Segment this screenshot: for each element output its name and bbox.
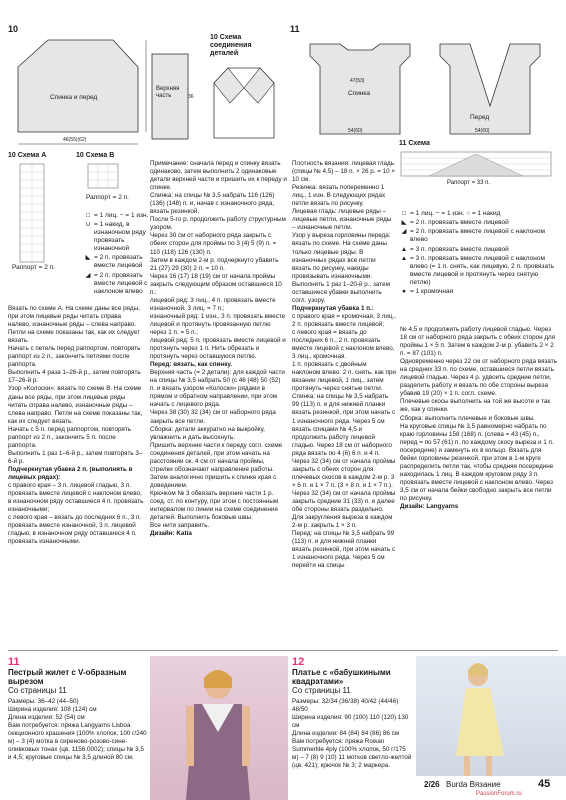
model-11-specs bbox=[8, 698, 148, 762]
paragraph: Дизайн: Langyarns bbox=[400, 503, 459, 511]
spec-line: Размеры: 36–42 (44–50) bbox=[8, 698, 79, 705]
scheme-11-label: 11 Схема bbox=[399, 140, 430, 147]
model-12-specs bbox=[292, 698, 412, 770]
model-11-number: 11 bbox=[8, 656, 20, 668]
spec-line: Длина изделия: 52 (54) см bbox=[8, 714, 85, 722]
legend-symbol: ◣ bbox=[401, 219, 407, 227]
scheme-10b-label: 10 Схема B bbox=[76, 152, 115, 159]
legend-row bbox=[82, 254, 152, 270]
divider bbox=[8, 650, 558, 651]
diagram-11-front-bot: 54(60) bbox=[475, 128, 490, 134]
paragraph: Все нити заправить. bbox=[150, 522, 210, 530]
column-4 bbox=[400, 326, 558, 511]
diagram-10-upper bbox=[150, 34, 198, 144]
paragraph: лицевой ряд: 5 п. провязать вместе лицевой и протянуть через 1 п. Нить обрезать и протянуть через оставшуюся петлю. bbox=[150, 337, 286, 361]
paragraph: Верхняя часть (= 2 детали): для каждой части на спицы № 3,5 набрать 50 (с 46 (48) 50 (52) п. и вязать узором «Колоски» рядами в прямом и обратном направлении, при этом начать с лицевого ряда. bbox=[150, 369, 285, 409]
paragraph: Плечевые скосы выполнить на той же высоте и так же, как у спинки. bbox=[400, 398, 551, 414]
diagram-10-part-back: Спинка и перед bbox=[50, 94, 98, 101]
spec-line: Вам потребуется: пряжа Langyarns Lisboa секционного крашения (100% хлопок, 100 г/240 м) – 3 (4) мотка в сиреново-розово-сине-оливковых тонах (цв. 1156.0002); спицы № 3,5 и 4,5; круговые спицы № 3,5 длиной 80 см. bbox=[8, 722, 147, 762]
legend-symbol: ◣ bbox=[85, 254, 91, 262]
legend-row bbox=[398, 255, 560, 287]
paragraph: На круговые спицы № 3,5 равномерно набрать по краю горловины 158 (168) п. (слева = 43 (45) п., перед = по 57 (61) п. по каждому скосу выреза и 1 п. посередине) и замкнуть их в кольцо. Вязать для бейки горловины резинкой, при этом в 1-м круге распределить петли так, чтобы средняя посередине находилась 1 лиц. В каждом круговом ряду 3 п. провязать вместе лицевой с наклоном влево. Через 3,5 см от начала бейки свободно закрыть все петли по рисунку. bbox=[400, 422, 554, 502]
footer-brand: Burda Вязание bbox=[446, 780, 501, 789]
column-1 bbox=[8, 305, 144, 546]
diagram-10-scheme-shape bbox=[208, 58, 280, 144]
legend-text: = 1 накид, в изнаночном ряду провязать изнаночной bbox=[94, 221, 146, 253]
diagram-11-label: 11 bbox=[290, 24, 300, 34]
spec-line: Длина изделия: 84 (84) 84 (86) 86 см bbox=[292, 730, 400, 738]
legend-row bbox=[398, 219, 560, 227]
legend-text: = 1 лиц. − = 1 изн. ○ = 1 накид bbox=[410, 210, 501, 217]
scheme-11 bbox=[399, 140, 559, 192]
paragraph: Узор у выреза горловины переда: вязать по схеме. На схеме даны только лицевые ряды. В изнаночных рядах все петли вязать по рисунку, накиды провязывать изнаночными. Выполнить 1 раз 1–20-й р., затем оставшиеся убавки выполнить согл. узору. bbox=[292, 232, 391, 304]
legend-row bbox=[398, 246, 560, 254]
paragraph: Крючком № 3 обвязать верхние части 1 р. соед. ст. по контуру, при этом с постоянным интервалом по линии на схеме соединения деталей. Выполнить боковые швы. bbox=[150, 489, 279, 522]
legend-row bbox=[82, 221, 152, 253]
paragraph: Одновременно через 22 см от наборного ряда вязать на средних 33 п. по схеме, оставшиеся петли вязать лицевой гладью. Через 4 р. удвоить средние петли, разделить работу и вязать по обе стороны выреза убавив 19 (20) × 1 п. согл. схеме. bbox=[400, 358, 557, 398]
paragraph: Пришить верхние части к переду согл. схеме соединения деталей, при этом начать на расстоянии ок. 4 см от начала проймы, стрелки обозначают направление работы. Затем аналогично пришить к спинке края с доведением. bbox=[150, 441, 283, 489]
legend-text: = 1 кромочная bbox=[410, 287, 454, 295]
legend-symbol: ◢ bbox=[401, 228, 407, 236]
spec-line: Размеры: 32/34 (36/38) 40/42 (44/46) 48/50 bbox=[292, 698, 399, 714]
scheme-11-grid bbox=[399, 150, 559, 180]
legend-text: = 2 п. провязать вместе лицевой с наклоном влево bbox=[410, 228, 545, 244]
paragraph: Дизайн: Katia bbox=[150, 530, 192, 538]
paragraph: Лицевая гладь: лицевые ряды – лицевые петли, изнаночные ряды – изнаночные петли. bbox=[292, 208, 392, 232]
paragraph: Через 30 см от наборного ряда закрыть с обеих сторон для проймы по 3 (4) 5 (9) п. = 110 (118) 126 (130) п. bbox=[150, 232, 277, 256]
diagram-10-scheme bbox=[208, 34, 278, 144]
model-11-page-ref: Со страницы 11 bbox=[8, 686, 67, 695]
model-12-title: Платье с «бабушкиными квадратами» bbox=[292, 668, 391, 686]
scheme-11-legend bbox=[398, 210, 560, 297]
paragraph: Плотность вязания: лицевая гладь (спицы № 4,5) – 18 п. × 26 р. = 10 × 10 см. bbox=[292, 160, 396, 184]
paragraph: Через 38 (30) 32 (34) см от наборного ряда закрыть все петли. bbox=[150, 409, 276, 425]
paragraph: Через 32 (34) см от начала проймы закрыть средние 31 (33) п. и далее обе стороны вязать раздельно. Для закругления выреза в каждом 2-м р. закрыть 1 × 3 п. bbox=[292, 489, 396, 530]
model-11-figure bbox=[150, 656, 288, 800]
spec-line: Ширина изделия: 108 (124) см bbox=[8, 706, 97, 714]
paragraph: Через 16 (17) 18 (19) см от начала проймы закрыть следующим образом оставшиеся 10 п.: bbox=[150, 272, 282, 296]
legend-symbol: ▲ bbox=[400, 254, 408, 262]
paragraph: Подчеркнутая убавка 1 п.: bbox=[292, 304, 374, 312]
paragraph: Спинка: на спицы № 3,5 набрать 99 (113) п. и для нижней планки вязать резинкой, при этом начать с 1 изнаночного ряда. Через 5 см вязать спицами № 4,5 и продолжить работу лицевой гладью. Через 18 см от наборного ряда вязать по 4 (6) 6 п. и 4 п. bbox=[292, 393, 396, 457]
column-2 bbox=[150, 160, 287, 538]
paragraph: Через 32 (34) см от начала проймы закрыть с обеих сторон для плечевых скосов в каждом 2-м р. 3 × 6 п. и 1 × 7 п. (3 × 8 п. и 1 × 7 п.). bbox=[292, 457, 396, 489]
paragraph: Перед: вязать, как спинку. bbox=[150, 361, 233, 369]
legend-symbol: □ bbox=[402, 210, 406, 217]
footer bbox=[416, 776, 566, 800]
diagram-11-mid: 47(53) bbox=[350, 78, 365, 84]
diagram-10 bbox=[8, 24, 148, 154]
diagram-11-back-label: Спинка bbox=[348, 90, 371, 97]
paragraph: № 4,5 и продолжить работу лицевой гладью. Через 18 см от наборного ряда закрыть с обеих сторон для проймы 1 × 5 п. Затем в каждом 2-м р. убавить 2 × 2 п. = 87 (101) п. bbox=[400, 326, 556, 358]
paragraph: Сборка: выполнить плечевые и боковые швы. bbox=[400, 414, 536, 422]
legend-text: = 2 п. провязать вместе лицевой bbox=[410, 219, 509, 227]
paragraph: 1 п. провязать с двойным наклоном влево: 2 п. снять, как при вязании лицевой, 1 лиц., затем протянуть через снятые петли. bbox=[292, 361, 396, 393]
paragraph: Сборка: детали аккуратно на выкройку, увлажнить и дать высохнуть. bbox=[150, 425, 265, 441]
model-11-info bbox=[8, 656, 148, 762]
spec-line: Вам потребуется: пряжа Rowan Summerlite 4ply (100% хлопок, 50 г/175 м) – 7 (8) 9 (10) 11 мотков светло-желтой (цв. 421); крючок № 3; 2 маркера. bbox=[292, 738, 412, 770]
diagram-10-upper-label: Верхняя часть bbox=[156, 86, 180, 99]
paragraph: с правого края = кромочная, 3 лиц., 2 п. провязать вместе лицевой; bbox=[292, 312, 397, 328]
legend-symbol: ▲ bbox=[400, 245, 408, 253]
scheme-10a-label: 10 Схема A bbox=[8, 152, 47, 159]
model-11-title: Пестрый жилет с V-образным вырезом bbox=[8, 668, 127, 686]
model-12-info bbox=[292, 656, 412, 770]
diagram-10-label: 10 bbox=[8, 24, 19, 34]
legend-row bbox=[82, 212, 152, 220]
legend-symbol: □ bbox=[86, 212, 90, 219]
legend-text: = 1 лиц. − = 1 изн. bbox=[94, 212, 149, 219]
legend-row bbox=[82, 272, 152, 296]
legend-text: = 3 п. провязать вместе лицевой bbox=[410, 245, 509, 253]
paragraph: изнаночный ряд: 1 изн., 3 п. провязать вместе лицевой и протянуть провязанную петлю через 1 п. = 5 п.; bbox=[150, 312, 286, 336]
legend-symbol: ◢ bbox=[85, 271, 91, 279]
scheme-10a-rapport: Раппорт = 2 п. bbox=[12, 264, 55, 271]
paragraph: Резинка: вязать попеременно 1 лиц., 1 изн. В следующих рядах петли вязать по рисунку. bbox=[292, 184, 386, 208]
paragraph: с левого края – вязать до последних 6 п., 3 п. провязать вместе изнаночной, 3 п. лицевой гладью; в изнаночном ряду оставшиеся 4 п. провязать изнаночными. bbox=[8, 514, 142, 546]
diagram-11-front-label: Перед bbox=[470, 114, 490, 121]
scheme-10b-rapport: Раппорт = 2 п. bbox=[86, 194, 129, 201]
model-12-figure bbox=[416, 656, 566, 776]
model-12-photo bbox=[416, 656, 566, 776]
model-12-page-ref: Со страницы 11 bbox=[292, 686, 351, 695]
scheme-11-rapport: Раппорт = 33 п. bbox=[447, 180, 491, 186]
legend-row bbox=[398, 210, 560, 218]
paragraph: с левого края = вязать до последних 6 п., 2 п. провязать вместе лицевой с наклоном влево, 3 лиц., кромочная. bbox=[292, 328, 395, 361]
scheme-10-legend bbox=[82, 212, 152, 297]
paragraph: с правого края – 3 п. лицевой гладью, 3 п. провязать вместе лицевой с наклоном влево, в изнаночном ряду оставшиеся 4 п. провязать изнаночными; bbox=[8, 482, 144, 514]
diagram-11-front-shape bbox=[430, 36, 555, 144]
legend-symbol: ∪ bbox=[85, 221, 91, 229]
legend-text: = 3 п. провязать вместе лицевой с наклоном влево (= 1 п. снять, как лицевую, 2 п. провязать вместе лицевой и протянуть через снятую петлю) bbox=[410, 254, 555, 286]
paragraph: Спинка: на спицы № 3,5 набрать 116 (126) (136) (148) п. и, начав с изнаночного ряда, вязать резинкой. bbox=[150, 192, 275, 216]
footer-issue: 2/26 bbox=[424, 780, 440, 789]
column-3 bbox=[292, 160, 396, 570]
paragraph: Начать с петель перед раппортом, повторять раппорт из 2 п., закончить петлями после раппорта. bbox=[8, 345, 141, 369]
diagram-11 bbox=[290, 24, 560, 154]
legend-text: = 2 п. провязать вместе лицевой bbox=[94, 254, 143, 270]
paragraph: лицевой ряд: 3 лиц., 4 п. провязать вместе изнаночной, 3 лиц. = 7 п.; bbox=[150, 296, 276, 312]
model-12-number: 12 bbox=[292, 656, 305, 668]
paragraph: Выполнить 1 раз 1–6-й р., затем повторять 3–6-й р. bbox=[8, 449, 143, 465]
paragraph: Узор «Колоски»: вязать по схеме В. На схеме даны все ряды, при этом лицевые ряды читать справа налево, изнаночные ряды – слева направо. Петли на схеме показаны так, как их следует вязать. bbox=[8, 385, 143, 425]
paragraph: Затем в каждом 2-м р. подчеркнуто убавить 21 (27) 29 (30) 2 п. = 10 п. bbox=[150, 256, 279, 272]
paragraph: После 5-го р. продолжить работу структурным узором. bbox=[150, 216, 286, 232]
legend-text: = 2 п. провязать вместе лицевой с наклоном влево bbox=[94, 271, 148, 295]
model-11-photo bbox=[150, 656, 288, 800]
diagram-10-upper-h: 36 bbox=[188, 94, 194, 100]
paragraph: Вязать по схеме А. На схеме даны все ряды, при этом лицевые ряды читать справа налево, изнаночные ряды – слева направо. Петли на схеме показаны так, как их следует вязать. bbox=[8, 305, 140, 345]
diagram-11-bot: 54(60) bbox=[348, 128, 363, 134]
paragraph: Выполнить 4 раза 1–26-й р., затем повторять 17–26-й р. bbox=[8, 369, 141, 385]
legend-symbol: ● bbox=[402, 287, 406, 295]
paragraph: Перед: на спицы № 3,5 набрать 99 (113) п. и для нижней планки вязать резинкой, при этом начать с 1 изнаночного ряда. Через 5 см перейти на спицы bbox=[292, 530, 396, 570]
footer-page-number: 45 bbox=[538, 778, 551, 790]
paragraph: Подчеркнутая убавка 2 п. (выполнять в лицевых рядах): bbox=[8, 465, 133, 481]
diagram-10-scheme-label: 10 Схема соединения деталей bbox=[210, 34, 252, 57]
paragraph: Примечание: сначала перед и спинку вязать одинаково, затем выполнить 2 одинаковые детали верхней части и пришить их к переду и спинке. bbox=[150, 160, 287, 192]
legend-row bbox=[398, 288, 560, 296]
diagram-10-width: 46(55)(62) bbox=[63, 137, 87, 143]
spec-line: Ширина изделия: 90 (100) 110 (120) 130 см bbox=[292, 714, 409, 730]
legend-row bbox=[398, 228, 560, 244]
paragraph: Начать с 5 п. перед раппортом, повторять раппорт из 2 п., закончить 5 п. после раппорта. bbox=[8, 425, 132, 449]
footer-watermark: PassionForum.ru bbox=[476, 791, 522, 797]
